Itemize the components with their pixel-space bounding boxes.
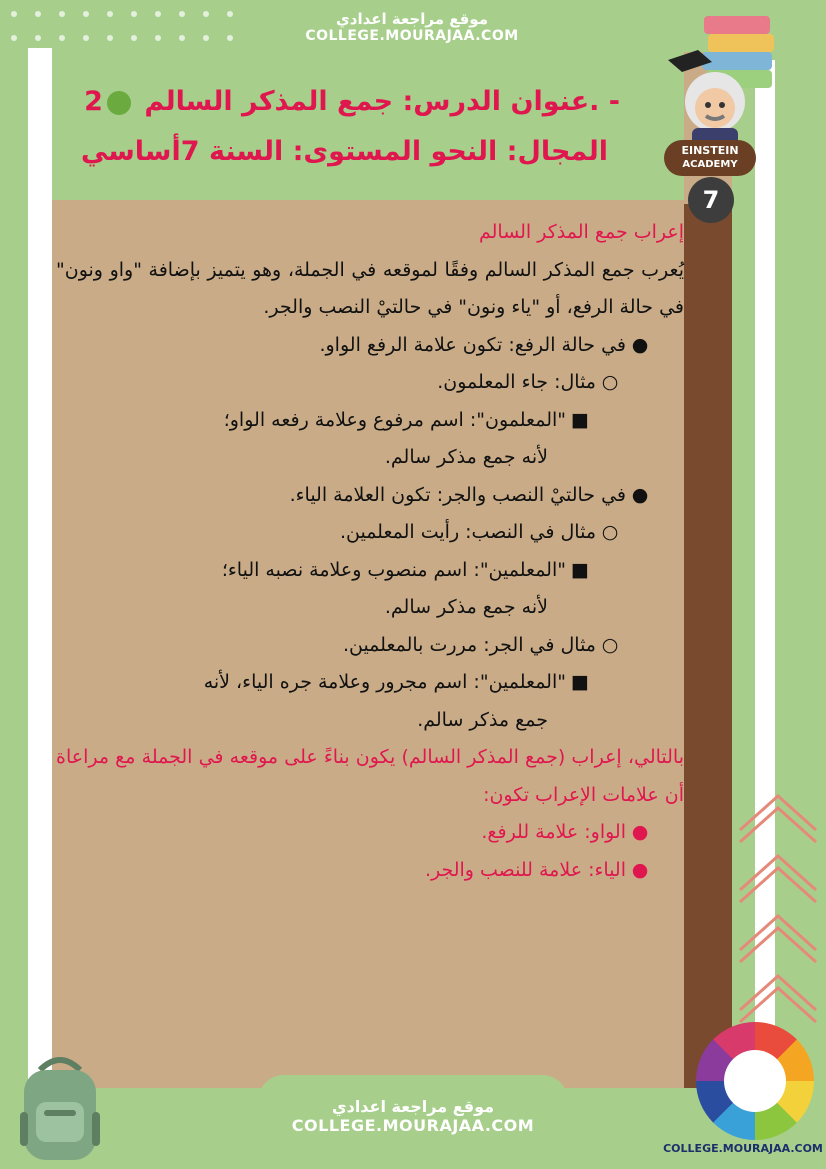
list-item — [56, 514, 624, 552]
logo-center — [724, 1050, 786, 1112]
header-site-name: موقع مراجعة اعدادي — [336, 10, 488, 28]
lesson-subtitle: المجال: النحو المستوى: السنة 7أساسي — [80, 136, 608, 167]
header-site-url[interactable]: COLLEGE.MOURAJAA.COM — [305, 28, 519, 44]
lesson-title-text: - .عنوان الدرس: جمع المذكر السالم — [144, 86, 620, 117]
bullet-circle-icon: ○ — [601, 633, 619, 656]
bullet-circle-icon: ○ — [601, 521, 619, 543]
bullet-square-icon: ■ — [571, 558, 589, 581]
footer-tab — [258, 1075, 568, 1169]
backpack-icon — [10, 1052, 110, 1164]
header-tab — [262, 0, 562, 58]
example-raf-detail: "المعلمون": اسم مرفوع وعلامة رفعه الواو؛ — [223, 408, 566, 431]
academy-name-line1: EINSTEIN — [681, 144, 739, 157]
green-dot-icon — [107, 91, 131, 115]
section-heading: إعراب جمع المذكر السالم — [478, 221, 684, 243]
bullet-disc-icon: ● — [631, 858, 649, 881]
lesson-content — [56, 214, 684, 889]
case-nasb-jarr: في حالتيْ النصب والجر: تكون العلامة الياء. — [289, 483, 626, 506]
chevrons-decoration — [734, 790, 824, 1030]
example-jarr-detail: "المعلمين": اسم مجرور وعلامة جره الياء، لأنه — [203, 671, 566, 693]
academy-name-line2: ACADEMY — [682, 159, 738, 170]
page-number-badge: 7 — [688, 177, 734, 223]
list-item-continuation: لأنه جمع مذكر سالم. — [384, 446, 548, 468]
list-item — [56, 477, 654, 515]
list-item — [56, 552, 594, 590]
footer-site-url[interactable]: COLLEGE.MOURAJAA.COM — [291, 1116, 535, 1135]
example-nasb: مثال في النصب: رأيت المعلمين. — [339, 521, 596, 543]
summary-list-item — [56, 852, 654, 890]
list-item-continuation: لأنه جمع مذكر سالم. — [384, 596, 548, 618]
side-brown-bar — [684, 204, 732, 1088]
einstein-academy-badge — [664, 140, 756, 176]
summary-paragraph: بالتالي، إعراب (جمع المذكر السالم) يكون بناءً على موقعه في الجملة مع مراعاة أن علامات الإعراب تكون: — [56, 746, 684, 806]
bullet-disc-icon: ● — [631, 483, 649, 506]
bullet-square-icon: ■ — [571, 671, 589, 693]
logo-url[interactable]: COLLEGE.MOURAJAA.COM — [663, 1142, 823, 1155]
bullet-square-icon: ■ — [571, 408, 589, 431]
example-raf: مثال: جاء المعلمون. — [437, 371, 596, 393]
bullet-disc-icon: ● — [631, 333, 649, 356]
list-item — [56, 327, 654, 365]
lesson-title-number: 2 — [84, 86, 103, 117]
example-nasb-detail: "المعلمين": اسم منصوب وعلامة نصبه الياء؛ — [221, 558, 566, 581]
summary-item-waw: الواو: علامة للرفع. — [481, 821, 626, 843]
footer-site-name: موقع مراجعة اعدادي — [331, 1097, 495, 1116]
list-item — [56, 364, 624, 402]
list-item — [56, 664, 594, 702]
bullet-circle-icon: ○ — [601, 371, 619, 393]
example-jarr: مثال في الجر: مررت بالمعلمين. — [342, 633, 596, 656]
lesson-title — [84, 86, 620, 117]
subjects-logo — [696, 1022, 814, 1140]
list-item — [56, 627, 624, 665]
bullet-disc-icon: ● — [631, 821, 649, 843]
list-item-continuation: جمع مذكر سالم. — [417, 708, 548, 731]
list-item — [56, 402, 594, 440]
summary-list-item — [56, 814, 654, 852]
case-raf: في حالة الرفع: تكون علامة الرفع الواو. — [319, 333, 626, 356]
left-white-strip — [28, 48, 52, 1108]
intro-paragraph: يُعرب جمع المذكر السالم وفقًا لموقعه في الجملة، وهو يتميز بإضافة "واو ونون" في حالة الرفع، أو "ياء ونون" في حالتيْ النصب والجر. — [56, 258, 684, 318]
title-box — [52, 52, 684, 200]
dots-decoration — [4, 4, 264, 54]
summary-item-yaa: الياء: علامة للنصب والجر. — [424, 858, 626, 881]
